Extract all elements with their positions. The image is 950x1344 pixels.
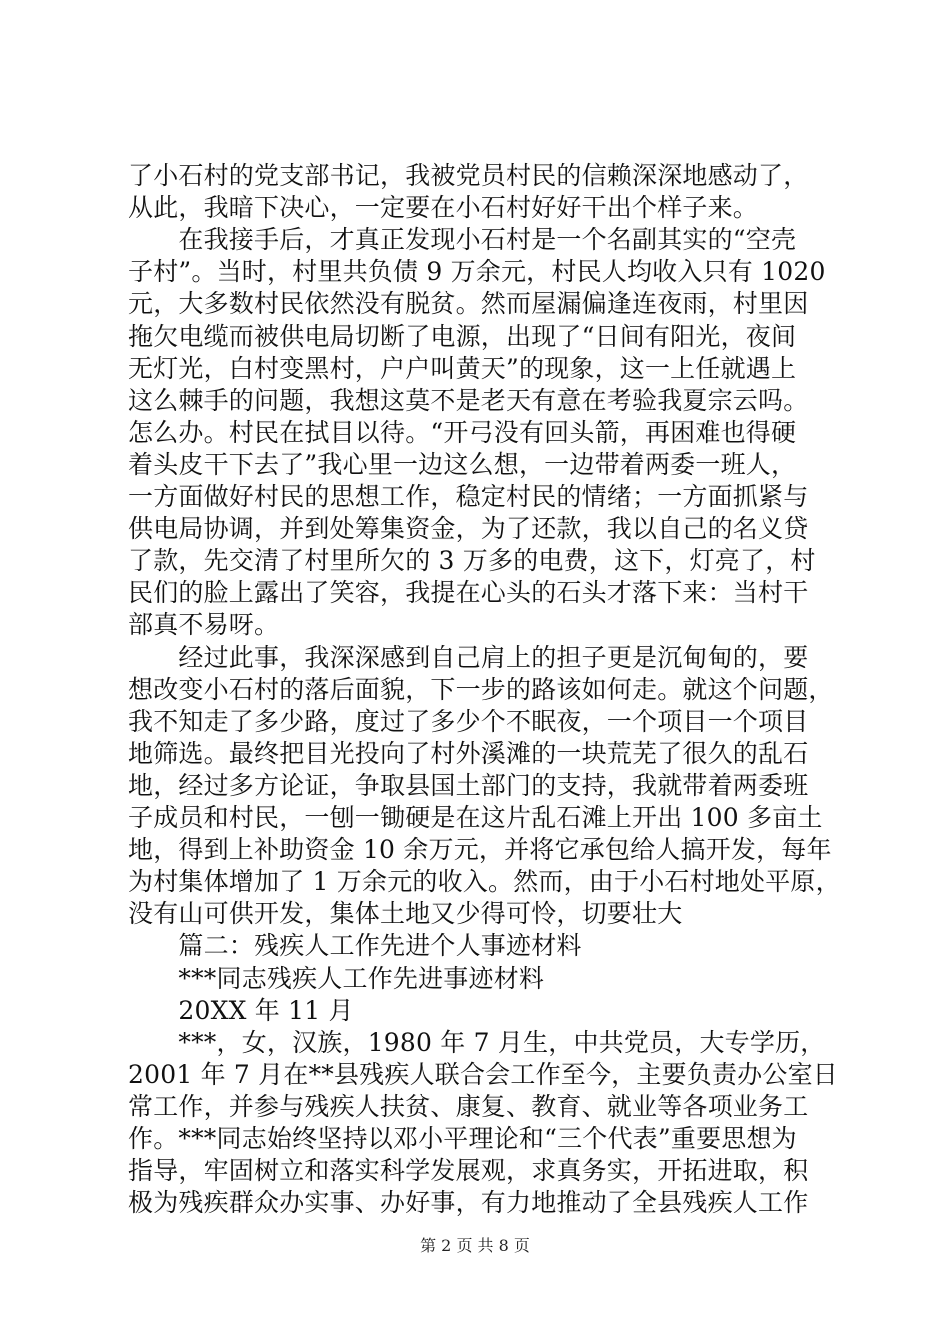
text-line: 怎么办。村民在拭目以待。“开弓没有回头箭，再困难也得硬 xyxy=(128,417,797,447)
text-line: 了款，先交清了村里所欠的 3 万多的电费，这下，灯亮了，村 xyxy=(128,546,816,576)
text-line: 想改变小石村的落后面貌，下一步的路该如何走。就这个问题， xyxy=(128,674,834,704)
text-line: 无灯光，白村变黑村，户户叫黄天”的现象，这一上任就遇上 xyxy=(128,353,797,383)
text-line: 地，经过多方论证，争取县国土部门的支持，我就带着两委班 xyxy=(128,770,809,800)
text-line: 指导，牢固树立和落实科学发展观，求真务实，开拓进取，积 xyxy=(128,1156,809,1186)
text-line: 作。***同志始终坚持以邓小平理论和“三个代表”重要思想为 xyxy=(128,1124,797,1153)
text-line: 子成员和村民，一刨一锄硬是在这片乱石滩上开出 100 多亩土 xyxy=(128,803,823,832)
text-line: 没有山可供开发，集体土地又少得可怜，切要壮大 xyxy=(128,899,683,929)
text-line: 子村”。当时，村里共负债 9 万余元，村民人均收入只有 1020 xyxy=(128,257,826,287)
text-line: 了小石村的党支部书记，我被党员村民的信赖深深地感动了， xyxy=(128,161,809,190)
page-footer: 第 2 页 共 8 页 xyxy=(420,1236,530,1255)
text-line: 地筛选。最终把目光投向了村外溪滩的一块荒芜了很久的乱石 xyxy=(128,738,809,768)
text-line: ***，女，汉族，1980 年 7 月生，中共党员，大专学历， xyxy=(128,1027,826,1057)
text-line: 地，得到上补助资金 10 余万元，并将它承包给人搞开发，每年 xyxy=(128,835,832,865)
text-line: 篇二：残疾人工作先进个人事迹材料 xyxy=(128,931,582,961)
text-line: 从此，我暗下决心，一定要在小石村好好干出个样子来。 xyxy=(128,193,759,223)
text-line: 经过此事，我深深感到自己肩上的担子更是沉甸甸的，要 xyxy=(128,642,809,672)
text-line: 为村集体增加了 1 万余元的收入。然而，由于小石村地处平原， xyxy=(128,867,841,897)
text-line: 20XX 年 11 月 xyxy=(128,995,354,1025)
text-line: 拖欠电缆而被供电局切断了电源，出现了“日间有阳光，夜间 xyxy=(128,321,797,351)
text-line: 民们的脸上露出了笑容，我提在心头的石头才落下来：当村干 xyxy=(128,578,809,608)
text-line: 极为残疾群众办实事、办好事，有力地推动了全县残疾人工作 xyxy=(128,1188,809,1218)
text-line: 我不知走了多少路，度过了多少个不眠夜，一个项目一个项目 xyxy=(128,706,809,736)
text-line: 在我接手后，才真正发现小石村是一个名副其实的“空壳 xyxy=(128,225,797,255)
text-line: ***同志残疾人工作先进事迹材料 xyxy=(128,963,545,993)
text-line: 一方面做好村民的思想工作，稳定村民的情绪；一方面抓紧与 xyxy=(128,482,809,511)
text-line: 着头皮干下去了”我心里一边这么想，一边带着两委一班人， xyxy=(128,449,797,479)
text-line: 元，大多数村民依然没有脱贫。然而屋漏偏逢连夜雨，村里因 xyxy=(128,289,809,319)
text-line: 这么棘手的问题，我想这莫不是老天有意在考验我夏宗云吗。 xyxy=(128,385,809,415)
text-line: 供电局协调，并到处筹集资金，为了还款，我以自己的名义贷 xyxy=(128,514,809,544)
text-line: 2001 年 7 月在**县残疾人联合会工作至今，主要负责办公室日 xyxy=(128,1059,838,1089)
text-line: 部真不易呀。 xyxy=(128,610,280,640)
text-line: 常工作，并参与残疾人扶贫、康复、教育、就业等各项业务工 xyxy=(128,1091,809,1121)
